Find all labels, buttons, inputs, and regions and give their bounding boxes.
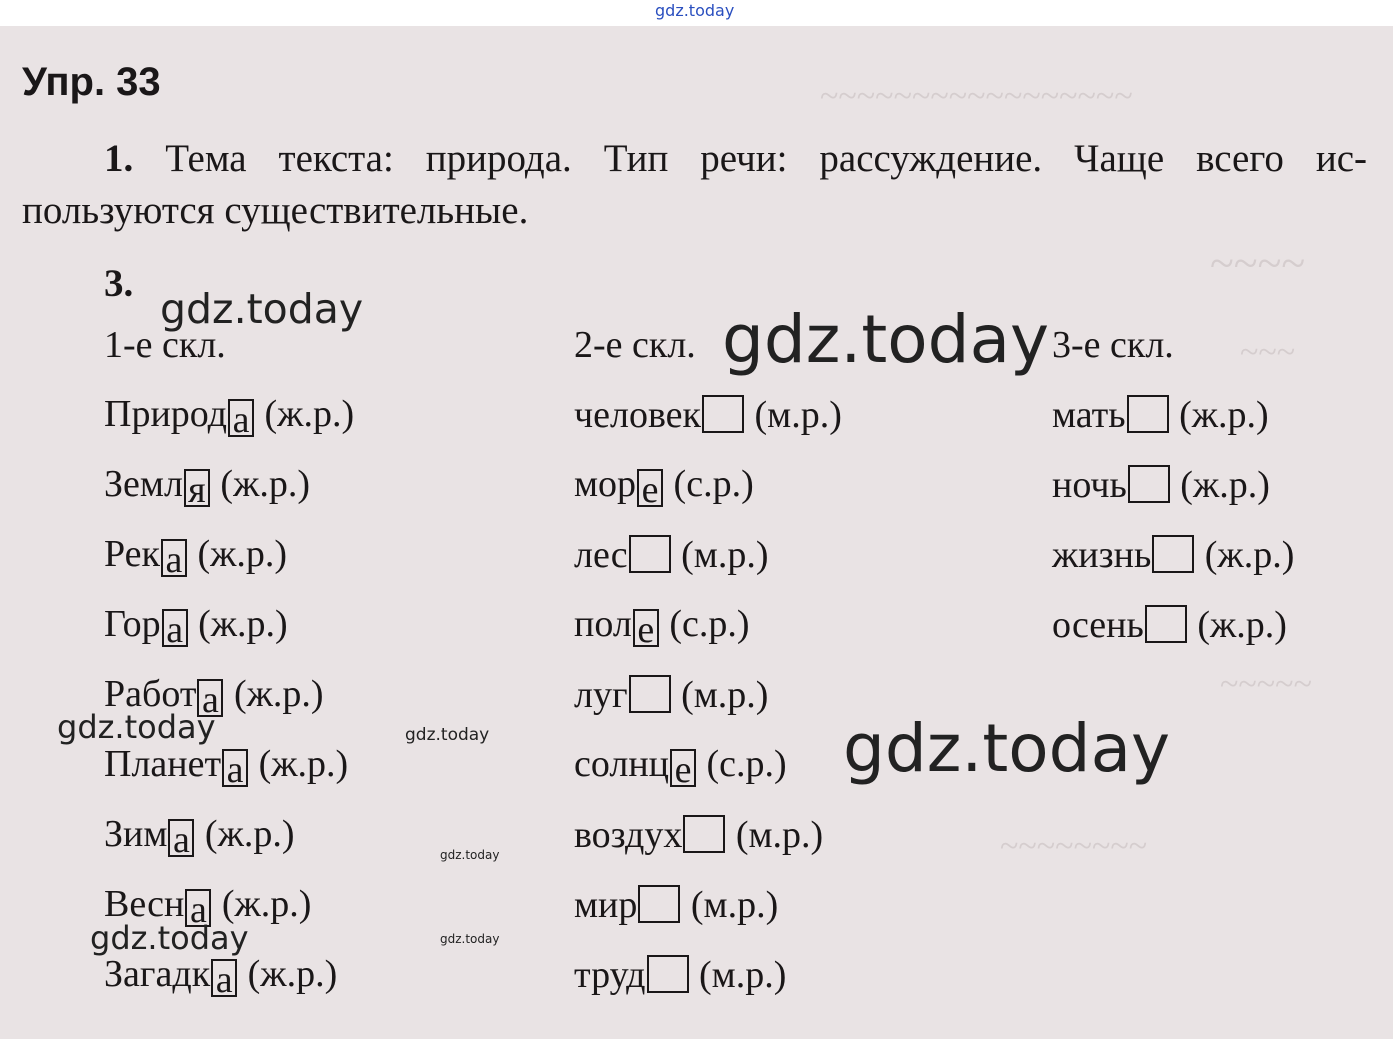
ending-box: а xyxy=(211,959,237,997)
noun-entry xyxy=(574,395,842,434)
section-1-text xyxy=(22,133,1367,237)
exercise-heading: Упр. 33 xyxy=(22,60,161,104)
zero-ending-box xyxy=(638,885,680,923)
noun-stem: Гор xyxy=(104,603,161,645)
column-title: 2-е скл. xyxy=(574,324,696,366)
watermark: gdz.today xyxy=(160,285,364,333)
gender-label: (ж.р.) xyxy=(1195,534,1295,576)
noun-stem: мир xyxy=(574,884,638,926)
zero-ending-box xyxy=(1128,465,1170,503)
noun-stem: Зим xyxy=(104,813,168,855)
noun-stem: Земл xyxy=(104,463,183,505)
noun-stem: Весн xyxy=(104,883,185,925)
noun-stem: Планет xyxy=(104,743,222,785)
zero-ending-box xyxy=(1152,535,1194,573)
watermark-top: gdz.today xyxy=(655,1,735,20)
watermark: gdz.today xyxy=(722,301,1050,378)
noun-stem: ночь xyxy=(1052,464,1127,506)
gender-label: (ж.р.) xyxy=(238,953,338,995)
gender-label: (ж.р.) xyxy=(195,813,295,855)
noun-stem: мать xyxy=(1052,394,1126,436)
noun-entry xyxy=(574,743,787,791)
gender-label: (ж.р.) xyxy=(1170,464,1270,506)
section-1-line-1 xyxy=(22,133,1367,185)
gender-label: (м.р.) xyxy=(726,814,824,856)
gender-label: (м.р.) xyxy=(689,954,787,996)
noun-entry xyxy=(574,815,823,854)
noun-stem: пол xyxy=(574,603,632,645)
ending-box: а xyxy=(228,399,254,437)
gender-label: (ж.р.) xyxy=(249,743,349,785)
ending-box: а xyxy=(197,679,223,717)
noun-entry xyxy=(104,463,310,511)
zero-ending-box xyxy=(702,395,744,433)
noun-entry xyxy=(1052,535,1294,574)
gender-label: (ж.р.) xyxy=(224,673,324,715)
ending-box: е xyxy=(670,749,696,787)
watermark: gdz.today xyxy=(405,725,490,745)
noun-entry xyxy=(574,603,750,651)
ending-box: а xyxy=(162,609,188,647)
watermark: gdz.today xyxy=(57,708,216,746)
noun-stem: Работ xyxy=(104,673,197,715)
gender-label: (ж.р.) xyxy=(210,463,310,505)
section-1-line-2: пользуются существительные. xyxy=(22,189,529,232)
watermark: gdz.today xyxy=(843,710,1171,787)
gender-label: (ж.р.) xyxy=(255,393,355,435)
noun-entry xyxy=(1052,605,1287,644)
gender-label: (ж.р.) xyxy=(188,603,288,645)
noun-stem: воздух xyxy=(574,814,683,856)
noun-stem: Рек xyxy=(104,533,160,575)
noun-stem: луг xyxy=(574,674,628,716)
section-1-line-1-text: Тема текста: природа. Тип речи: рассуждение. Чаще всего ис- xyxy=(165,137,1367,180)
ending-box: е xyxy=(637,469,663,507)
watermark: gdz.today xyxy=(440,932,500,946)
noun-stem: Загадк xyxy=(104,953,211,995)
gender-label: (м.р.) xyxy=(681,884,779,926)
gender-label: (ж.р.) xyxy=(212,883,312,925)
noun-entry xyxy=(104,953,338,1001)
noun-stem: жизнь xyxy=(1052,534,1152,576)
zero-ending-box xyxy=(683,815,725,853)
gender-label: (м.р.) xyxy=(671,534,769,576)
zero-ending-box xyxy=(1127,395,1169,433)
ending-box: а xyxy=(168,819,194,857)
ending-box: я xyxy=(184,469,210,507)
zero-ending-box xyxy=(647,955,689,993)
bleed-through: ~~~~~~~~~~~~~~~~~ xyxy=(820,78,1133,115)
zero-ending-box xyxy=(629,535,671,573)
noun-entry xyxy=(104,533,288,581)
noun-entry xyxy=(574,463,754,511)
noun-entry xyxy=(1052,465,1270,504)
noun-entry xyxy=(574,955,786,994)
column-title: 3-е скл. xyxy=(1052,324,1174,366)
watermark: gdz.today xyxy=(90,919,249,957)
zero-ending-box xyxy=(1145,605,1187,643)
bleed-through: ~~~~~ xyxy=(1220,666,1312,703)
noun-stem: труд xyxy=(574,954,646,996)
gender-label: (с.р.) xyxy=(664,463,754,505)
noun-entry xyxy=(1052,395,1269,434)
bleed-through: ~~~~~~~~ xyxy=(1000,828,1148,865)
noun-entry xyxy=(104,813,295,861)
gender-label: (ж.р.) xyxy=(1169,394,1269,436)
gender-label: (ж.р.) xyxy=(187,533,288,575)
watermark: gdz.today xyxy=(440,848,500,862)
noun-entry xyxy=(574,535,769,574)
noun-entry xyxy=(104,603,288,651)
noun-stem: Природ xyxy=(104,393,228,435)
gender-label: (с.р.) xyxy=(659,603,750,645)
noun-stem: мор xyxy=(574,463,637,505)
ending-box: а xyxy=(185,889,211,927)
zero-ending-box xyxy=(629,675,671,713)
bleed-through: ~~~~ xyxy=(1210,239,1306,288)
column-title: 1-е скл. xyxy=(104,324,226,366)
noun-entry xyxy=(574,675,768,714)
noun-entry xyxy=(104,743,349,791)
noun-entry xyxy=(104,393,355,441)
gender-label: (м.р.) xyxy=(671,674,769,716)
noun-stem: осень xyxy=(1052,604,1144,646)
gender-label: (м.р.) xyxy=(745,394,842,436)
noun-entry xyxy=(574,885,778,924)
gender-label: (ж.р.) xyxy=(1187,604,1287,646)
section-1-number: 1. xyxy=(104,137,134,180)
bleed-through: ~~~ xyxy=(1240,334,1296,371)
noun-stem: лес xyxy=(574,534,628,576)
noun-stem: солнц xyxy=(574,743,669,785)
ending-box: е xyxy=(633,609,659,647)
noun-stem: человек xyxy=(574,394,701,436)
ending-box: а xyxy=(222,749,248,787)
ending-box: а xyxy=(161,539,187,577)
section-3-number: 3. xyxy=(104,262,134,305)
gender-label: (с.р.) xyxy=(697,743,787,785)
